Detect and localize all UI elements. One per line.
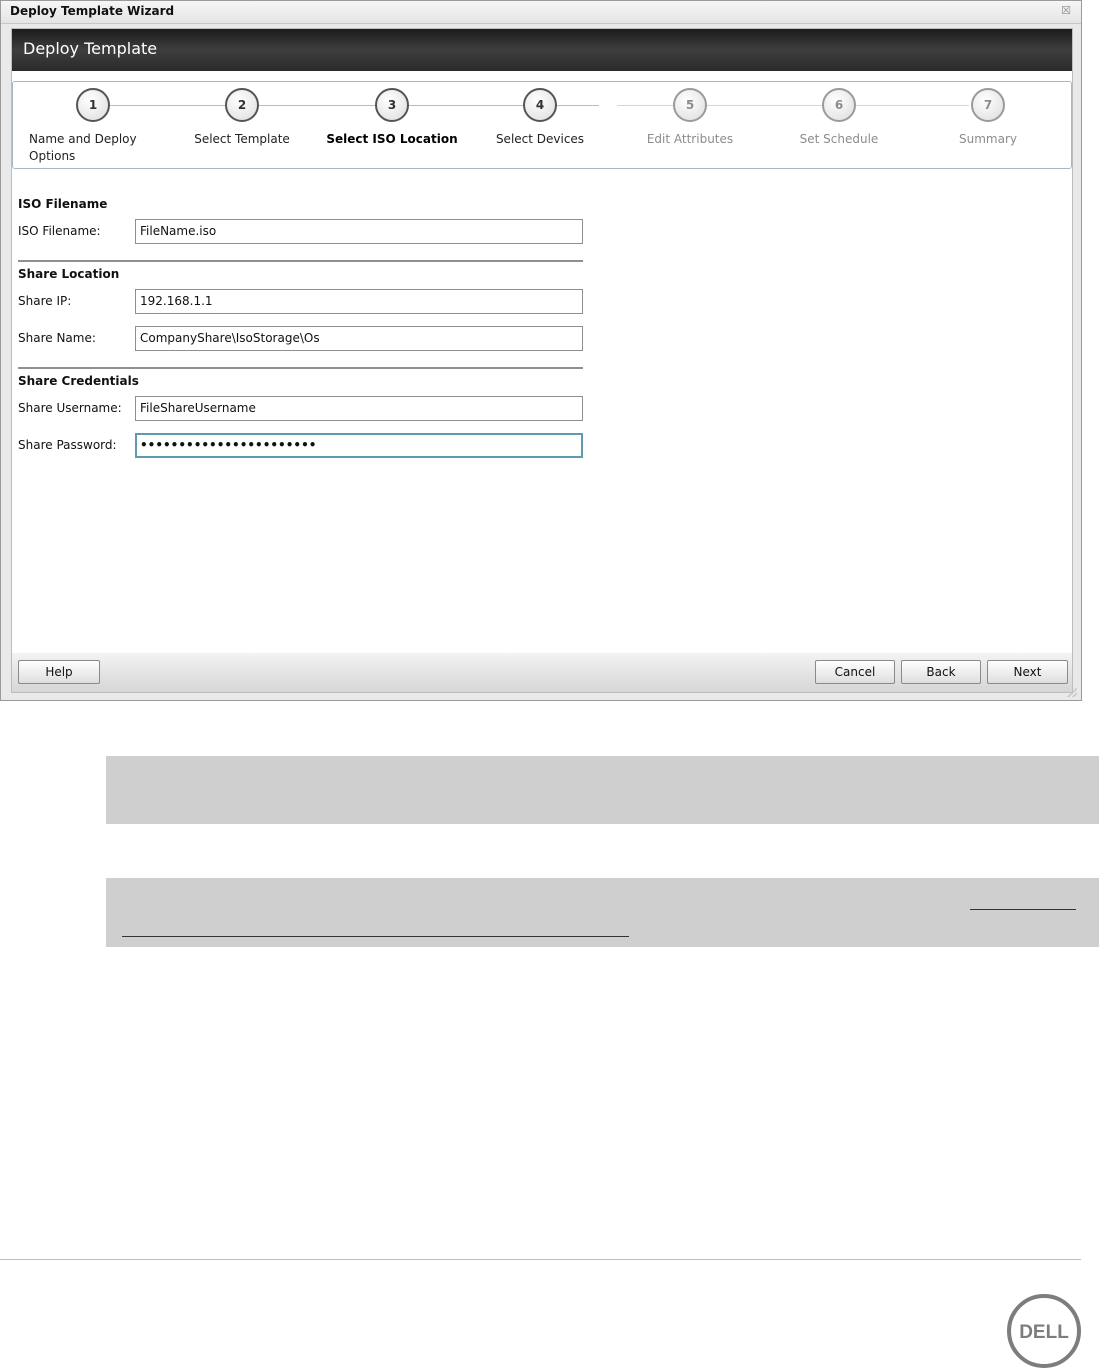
share-username-input[interactable]: FileShareUsername — [135, 396, 583, 421]
step-5-number: 5 — [673, 88, 707, 122]
step-2-number: 2 — [225, 88, 259, 122]
back-button[interactable]: Back — [901, 660, 981, 684]
share-password-input[interactable]: ••••••••••••••••••••••• — [135, 433, 583, 458]
window-title: Deploy Template Wizard — [10, 4, 175, 18]
banner-title: Deploy Template — [23, 39, 158, 58]
step-3-number: 3 — [375, 88, 409, 122]
section-divider — [18, 260, 583, 262]
step-1-number: 1 — [76, 88, 110, 122]
step-3[interactable] — [322, 88, 462, 148]
window-titlebar — [1, 1, 1081, 24]
step-1-label: Name and Deploy Options — [29, 132, 137, 163]
step-1[interactable] — [23, 88, 163, 165]
next-button[interactable]: Next — [987, 660, 1068, 684]
step-7-label: Summary — [959, 132, 1017, 146]
step-4-number: 4 — [523, 88, 557, 122]
step-4-label: Select Devices — [495, 132, 585, 146]
svg-text:DELL: DELL — [1019, 1322, 1069, 1343]
wizard-steps — [12, 81, 1072, 169]
note-box — [106, 756, 1099, 824]
section-divider — [18, 367, 583, 369]
share-ip-label: Share IP: — [18, 294, 72, 308]
step-7 — [918, 88, 1058, 148]
share-ip-input[interactable]: 192.168.1.1 — [135, 289, 583, 314]
share-name-label: Share Name: — [18, 331, 96, 345]
dell-logo — [1005, 1294, 1083, 1368]
step-2[interactable] — [172, 88, 312, 148]
share-name-input[interactable]: CompanyShare\IsoStorage\Os — [135, 326, 583, 351]
step-4[interactable] — [470, 88, 610, 148]
step-6-label: Set Schedule — [799, 132, 879, 146]
close-icon[interactable]: ☒ — [1061, 4, 1071, 17]
step-5-label: Edit Attributes — [646, 132, 734, 146]
step-3-label: Select ISO Location — [326, 132, 458, 146]
section-share-location: Share Location — [18, 267, 120, 281]
iso-filename-input[interactable]: FileName.iso — [135, 219, 583, 244]
hyperlink-underline — [122, 936, 629, 937]
step-5 — [620, 88, 760, 148]
share-username-label: Share Username: — [18, 401, 122, 415]
step-6-number: 6 — [822, 88, 856, 122]
step-7-number: 7 — [971, 88, 1005, 122]
help-button[interactable]: Help — [18, 660, 100, 684]
iso-filename-label: ISO Filename: — [18, 224, 101, 238]
step-2-label: Select Template — [194, 132, 290, 146]
cancel-button[interactable]: Cancel — [815, 660, 895, 684]
wizard-banner — [12, 29, 1072, 71]
wizard-panel — [11, 28, 1073, 693]
share-password-label: Share Password: — [18, 438, 117, 452]
section-iso-filename: ISO Filename — [18, 197, 108, 211]
wizard-footer — [12, 653, 1072, 692]
section-share-credentials: Share Credentials — [18, 374, 139, 388]
step-6 — [769, 88, 909, 148]
hyperlink-underline — [970, 909, 1076, 910]
resize-grip-icon[interactable] — [1067, 687, 1077, 697]
page-footer-rule — [0, 1259, 1081, 1260]
